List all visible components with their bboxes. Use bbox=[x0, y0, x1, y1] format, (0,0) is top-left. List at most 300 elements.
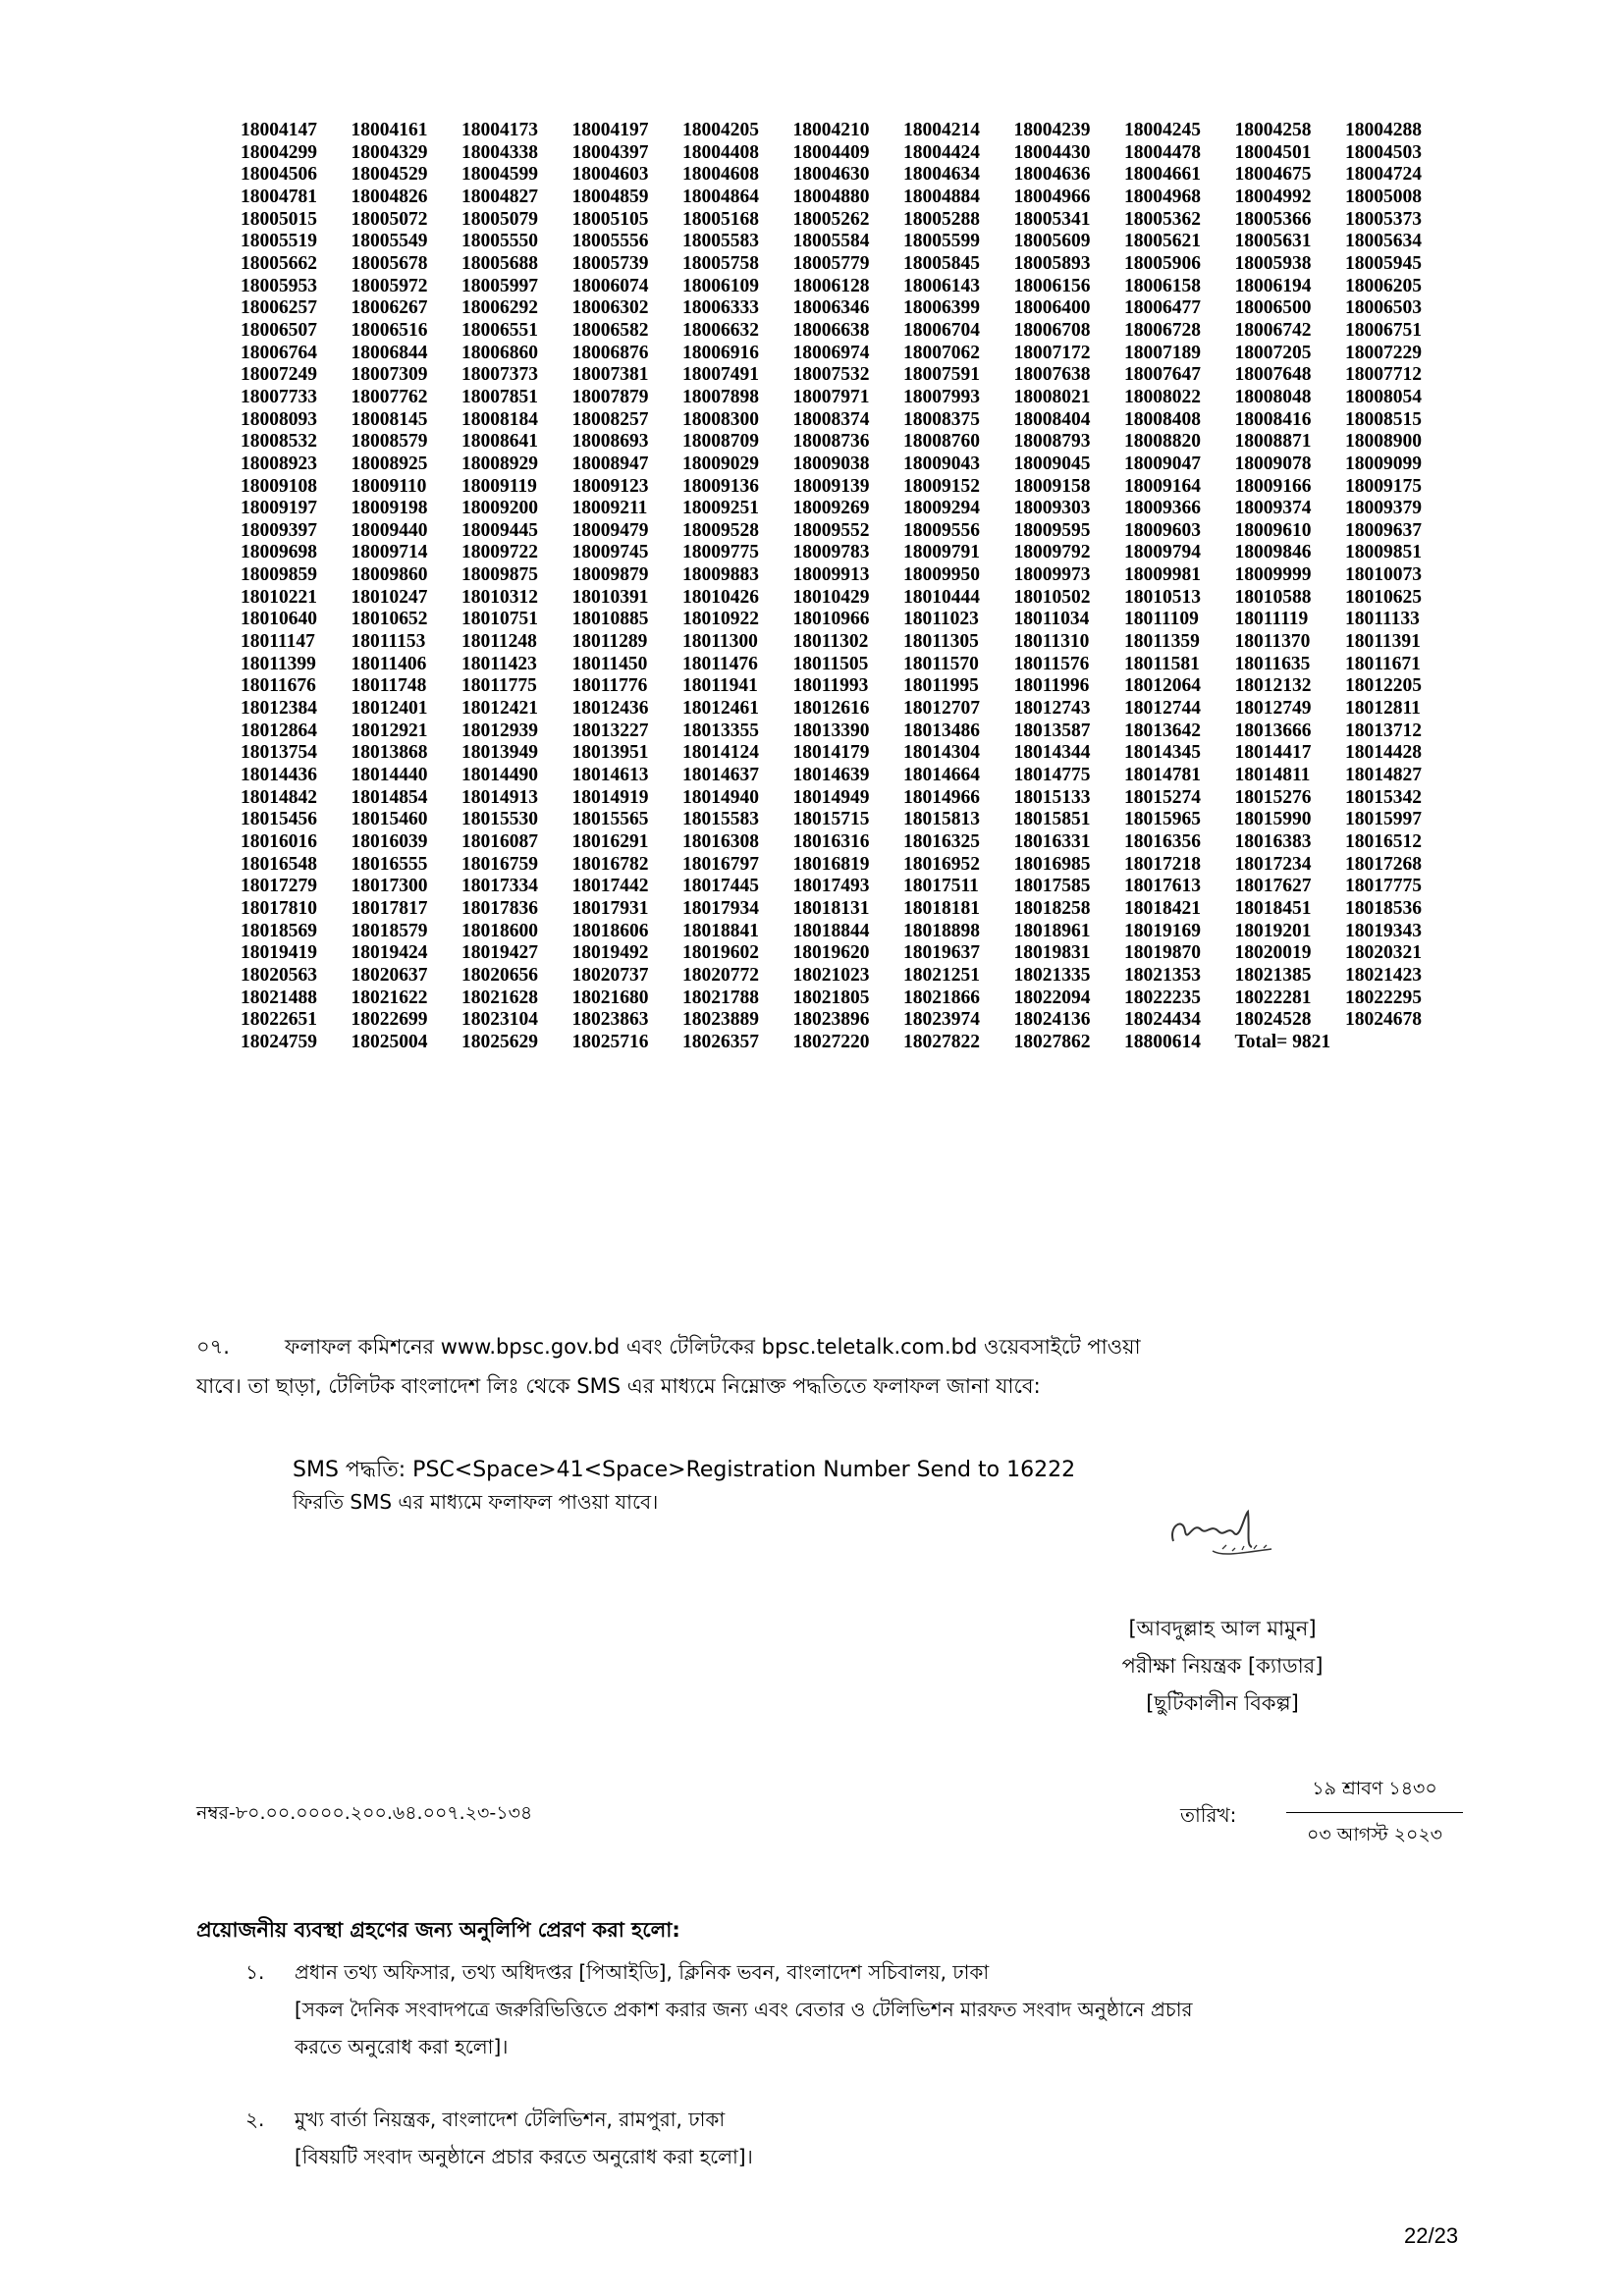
registration-number: 18004636 bbox=[1013, 164, 1091, 186]
registration-number: 18008929 bbox=[461, 453, 538, 474]
registration-number: 18012921 bbox=[351, 720, 428, 741]
registration-number: 18015565 bbox=[571, 809, 649, 830]
registration-number: 18016819 bbox=[792, 853, 870, 875]
registration-number: 18011248 bbox=[461, 631, 537, 653]
registration-row bbox=[241, 364, 1458, 387]
registration-number: 18008736 bbox=[792, 431, 870, 453]
registration-number: 18021423 bbox=[1345, 964, 1422, 986]
registration-number: 18015813 bbox=[903, 809, 980, 830]
registration-number: 18004864 bbox=[682, 186, 759, 207]
registration-number: 18009610 bbox=[1234, 519, 1312, 541]
registration-number: 18011023 bbox=[903, 609, 979, 630]
registration-number: 18011776 bbox=[571, 675, 648, 697]
registration-number: 18800614 bbox=[1124, 1031, 1201, 1052]
registration-number: 18017334 bbox=[461, 876, 538, 897]
registration-number: 18008021 bbox=[1013, 386, 1091, 407]
registration-row bbox=[241, 854, 1458, 877]
registration-number: 18015851 bbox=[1013, 809, 1091, 830]
registration-row bbox=[241, 765, 1458, 787]
registration-number: 18007532 bbox=[792, 364, 870, 386]
registration-number: 18007993 bbox=[903, 386, 980, 407]
signatory-note: [ছুটিকালীন বিকল্প] bbox=[1146, 1691, 1299, 1715]
paragraph-line-2: যাবে। তা ছাড়া, টেলিটক বাংলাদেশ লিঃ থেকে SMS এর মাধ্যমে নিম্নোক্ত পদ্ধতিতে ফলাফল জানা যাবে: bbox=[196, 1374, 1041, 1398]
registration-number: 18007733 bbox=[241, 386, 317, 407]
registration-number: 18016797 bbox=[682, 853, 759, 875]
registration-number: 18008257 bbox=[571, 408, 649, 430]
registration-number: 18008820 bbox=[1124, 431, 1201, 453]
registration-number: 18014490 bbox=[461, 765, 538, 786]
registration-number: 18007712 bbox=[1345, 364, 1422, 386]
registration-number: 18008871 bbox=[1234, 431, 1312, 453]
registration-number: 18005893 bbox=[1013, 252, 1091, 274]
handwritten-signature bbox=[1163, 1502, 1281, 1571]
registration-number: 18006156 bbox=[1013, 275, 1091, 296]
registration-row bbox=[241, 187, 1458, 209]
registration-number: 18004478 bbox=[1124, 141, 1201, 163]
registration-number: 18006704 bbox=[903, 319, 980, 341]
registration-number: 18011748 bbox=[351, 675, 427, 697]
registration-number: 18013666 bbox=[1234, 720, 1312, 741]
registration-number: 18004173 bbox=[461, 120, 538, 140]
registration-number: 18007591 bbox=[903, 364, 980, 386]
registration-number: 18006516 bbox=[351, 319, 428, 341]
registration-number: 18014854 bbox=[351, 786, 428, 808]
registration-number: 18010444 bbox=[903, 586, 980, 608]
registration-number: 18005583 bbox=[682, 231, 759, 252]
registration-number: 18017810 bbox=[241, 897, 317, 919]
registration-number: 18005634 bbox=[1345, 231, 1422, 252]
registration-number: 18006860 bbox=[461, 342, 538, 363]
registration-row bbox=[241, 988, 1458, 1010]
registration-row bbox=[241, 1009, 1458, 1032]
registration-number: 18005678 bbox=[351, 252, 428, 274]
registration-number: 18009883 bbox=[682, 564, 759, 586]
registration-row bbox=[241, 120, 1458, 142]
registration-row bbox=[241, 876, 1458, 898]
registration-number: 18007229 bbox=[1345, 342, 1422, 363]
registration-number: 18005072 bbox=[351, 208, 428, 230]
registration-number: 18009175 bbox=[1345, 475, 1422, 497]
sms-instructions bbox=[293, 1455, 1075, 1518]
registration-number: 18008925 bbox=[351, 453, 428, 474]
registration-number: 18009045 bbox=[1013, 453, 1091, 474]
registration-number: 18006292 bbox=[461, 297, 538, 319]
registration-number: 18022094 bbox=[1013, 987, 1091, 1008]
registration-number: 18004630 bbox=[792, 164, 870, 186]
registration-number: 18015990 bbox=[1234, 809, 1312, 830]
registration-number: 18009859 bbox=[241, 564, 317, 586]
registration-number: 18004205 bbox=[682, 120, 759, 140]
registration-number: 18019602 bbox=[682, 942, 759, 964]
registration-number: 18021353 bbox=[1124, 964, 1201, 986]
registration-number: 18026357 bbox=[682, 1031, 759, 1052]
registration-number: 18009595 bbox=[1013, 519, 1091, 541]
registration-number: 18005945 bbox=[1345, 252, 1422, 274]
registration-number: 18010391 bbox=[571, 586, 649, 608]
registration-number: 18016039 bbox=[351, 831, 428, 852]
registration-number: 18004501 bbox=[1234, 141, 1312, 163]
registration-number: 18020737 bbox=[571, 964, 649, 986]
registration-number: 18007879 bbox=[571, 386, 649, 407]
registration-row bbox=[241, 742, 1458, 765]
registration-number: 18006333 bbox=[682, 297, 759, 319]
registration-number: 18007309 bbox=[351, 364, 428, 386]
registration-number: 18021628 bbox=[461, 987, 538, 1008]
registration-number: 18022235 bbox=[1124, 987, 1201, 1008]
registration-number: 18009366 bbox=[1124, 498, 1201, 519]
registration-number: 18016952 bbox=[903, 853, 980, 875]
registration-number: 18014428 bbox=[1345, 742, 1422, 764]
registration-number: 18018841 bbox=[682, 920, 759, 941]
registration-number: 18004503 bbox=[1345, 141, 1422, 163]
registration-number: 18007638 bbox=[1013, 364, 1091, 386]
registration-number: 18005758 bbox=[682, 252, 759, 274]
registration-number: 18023863 bbox=[571, 1009, 649, 1031]
registration-number: 18004884 bbox=[903, 186, 980, 207]
registration-row bbox=[241, 787, 1458, 810]
registration-number: 18014811 bbox=[1234, 765, 1311, 786]
registration-number: 18004210 bbox=[792, 120, 870, 140]
registration-number: 18006507 bbox=[241, 319, 317, 341]
registration-number: 18004147 bbox=[241, 120, 317, 140]
registration-number: 18005366 bbox=[1234, 208, 1312, 230]
registration-number: 18017817 bbox=[351, 897, 428, 919]
registration-number: 18020772 bbox=[682, 964, 759, 986]
registration-number: 18007205 bbox=[1234, 342, 1312, 363]
registration-number: 18006399 bbox=[903, 297, 980, 319]
registration-number: 18012421 bbox=[461, 698, 538, 720]
registration-number: 18012744 bbox=[1124, 698, 1201, 720]
registration-number: 18007648 bbox=[1234, 364, 1312, 386]
registration-number: 18017445 bbox=[682, 876, 759, 897]
registration-number: 18011034 bbox=[1013, 609, 1090, 630]
registration-number: 18014919 bbox=[571, 786, 649, 808]
copy-item-2 bbox=[236, 2101, 1473, 2175]
registration-number: 18016325 bbox=[903, 831, 980, 852]
registration-number: 18017268 bbox=[1345, 853, 1422, 875]
registration-number: 18004599 bbox=[461, 164, 538, 186]
registration-number: 18016383 bbox=[1234, 831, 1312, 852]
registration-number: 18011305 bbox=[903, 631, 979, 653]
registration-number: 18015274 bbox=[1124, 786, 1201, 808]
registration-number: 18004338 bbox=[461, 141, 538, 163]
registration-number: 18004608 bbox=[682, 164, 759, 186]
registration-number: 18021488 bbox=[241, 987, 317, 1008]
registration-number: 18008375 bbox=[903, 408, 980, 430]
registration-number: 18006551 bbox=[461, 319, 538, 341]
registration-number: 18008793 bbox=[1013, 431, 1091, 453]
registration-number: 18012064 bbox=[1124, 675, 1201, 697]
sms-reply-note: ফিরতি SMS এর মাধ্যমে ফলাফল পাওয়া যাবে। bbox=[293, 1490, 659, 1514]
registration-number: 18011302 bbox=[792, 631, 869, 653]
registration-number: 18008300 bbox=[682, 408, 759, 430]
registration-row bbox=[241, 609, 1458, 631]
registration-number: 18017613 bbox=[1124, 876, 1201, 897]
registration-number: 18009158 bbox=[1013, 475, 1091, 497]
registration-number: 18006267 bbox=[351, 297, 428, 319]
registration-number: 18009875 bbox=[461, 564, 538, 586]
registration-number: 18006158 bbox=[1124, 275, 1201, 296]
registration-row bbox=[241, 253, 1458, 276]
registration-number: 18019637 bbox=[903, 942, 980, 964]
registration-number: 18009136 bbox=[682, 475, 759, 497]
registration-number: 18009119 bbox=[461, 475, 537, 497]
registration-number: 18009110 bbox=[351, 475, 427, 497]
registration-row bbox=[241, 809, 1458, 831]
registration-number: 18023104 bbox=[461, 1009, 538, 1031]
registration-number: 18008054 bbox=[1345, 386, 1422, 407]
registration-row bbox=[241, 409, 1458, 432]
registration-number: 18009999 bbox=[1234, 564, 1312, 586]
registration-number: 18024528 bbox=[1234, 1009, 1312, 1031]
registration-number: 18012864 bbox=[241, 720, 317, 741]
registration-number: 18005739 bbox=[571, 252, 649, 274]
registration-row bbox=[241, 698, 1458, 721]
registration-number: 18006632 bbox=[682, 319, 759, 341]
registration-number: 18021866 bbox=[903, 987, 980, 1008]
registration-number: 18005953 bbox=[241, 275, 317, 296]
registration-number: 18011289 bbox=[571, 631, 648, 653]
registration-number: 18017934 bbox=[682, 897, 759, 919]
registration-number: 18006205 bbox=[1345, 275, 1422, 296]
registration-number: 18021788 bbox=[682, 987, 759, 1008]
registration-number: 18010247 bbox=[351, 586, 428, 608]
registration-number: 18006128 bbox=[792, 275, 870, 296]
registration-number: 18014940 bbox=[682, 786, 759, 808]
registration-number: 18021680 bbox=[571, 987, 649, 1008]
registration-number: 18008900 bbox=[1345, 431, 1422, 453]
registration-number: 18005662 bbox=[241, 252, 317, 274]
copy-line: মুখ্য বার্তা নিয়ন্ত্রক, বাংলাদেশ টেলিভিশন, রামপুরা, ঢাকা bbox=[295, 2108, 726, 2131]
registration-number: 18009397 bbox=[241, 519, 317, 541]
registration-number: 18017627 bbox=[1234, 876, 1312, 897]
registration-number: 18007647 bbox=[1124, 364, 1201, 386]
registration-number: 18021385 bbox=[1234, 964, 1312, 986]
registration-number: 18005373 bbox=[1345, 208, 1422, 230]
registration-number: 18014949 bbox=[792, 786, 870, 808]
registration-number: 18011993 bbox=[792, 675, 869, 697]
registration-number: 18016291 bbox=[571, 831, 649, 852]
registration-number: 18017300 bbox=[351, 876, 428, 897]
registration-number: 18009637 bbox=[1345, 519, 1422, 541]
registration-number: 18016512 bbox=[1345, 831, 1422, 852]
registration-row bbox=[241, 965, 1458, 988]
registration-number: 18014827 bbox=[1345, 765, 1422, 786]
registration-number: 18009251 bbox=[682, 498, 759, 519]
page-number: 22/23 bbox=[1404, 2223, 1459, 2248]
registration-number: 18014842 bbox=[241, 786, 317, 808]
registration-number: 18009552 bbox=[792, 519, 870, 541]
registration-number: 18018898 bbox=[903, 920, 980, 941]
registration-number: 18013355 bbox=[682, 720, 759, 741]
registration-number: 18013712 bbox=[1345, 720, 1422, 741]
registration-number: 18006477 bbox=[1124, 297, 1201, 319]
registration-number: 18008184 bbox=[461, 408, 538, 430]
registration-number: 18009374 bbox=[1234, 498, 1312, 519]
registration-number: 18006764 bbox=[241, 342, 317, 363]
registration-number: 18004827 bbox=[461, 186, 538, 207]
registration-number: 18009775 bbox=[682, 542, 759, 563]
registration-row bbox=[241, 831, 1458, 854]
registration-number: 18009528 bbox=[682, 519, 759, 541]
registration-number: 18009791 bbox=[903, 542, 980, 563]
registration-number: 18012436 bbox=[571, 698, 649, 720]
registration-number: 18006194 bbox=[1234, 275, 1312, 296]
registration-row bbox=[241, 164, 1458, 187]
copy-line: প্রধান তথ্য অফিসার, তথ্য অধিদপ্তর [পিআইডি], ক্লিনিক ভবন, বাংলাদেশ সচিবালয়, ঢাকা bbox=[295, 1960, 990, 1984]
registration-number: 18004424 bbox=[903, 141, 980, 163]
registration-number: 18013227 bbox=[571, 720, 649, 741]
registration-number: 18009792 bbox=[1013, 542, 1091, 563]
registration-number: 18009043 bbox=[903, 453, 980, 474]
registration-number: 18004859 bbox=[571, 186, 649, 207]
registration-number: 18007898 bbox=[682, 386, 759, 407]
registration-number: 18005008 bbox=[1345, 186, 1422, 207]
registration-number: 18022699 bbox=[351, 1009, 428, 1031]
registration-number: 18010073 bbox=[1345, 564, 1422, 586]
registration-number: 18011370 bbox=[1234, 631, 1311, 653]
registration-number: 18018181 bbox=[903, 897, 980, 919]
registration-number: 18011570 bbox=[903, 653, 979, 674]
registration-number: 18015583 bbox=[682, 809, 759, 830]
registration-number: 18005519 bbox=[241, 231, 317, 252]
registration-number: 18011450 bbox=[571, 653, 648, 674]
registration-number: 18009198 bbox=[351, 498, 428, 519]
registration-number: 18013868 bbox=[351, 742, 428, 764]
registration-number: 18019831 bbox=[1013, 942, 1091, 964]
registration-number: 18004161 bbox=[351, 120, 428, 140]
signatory-block bbox=[1041, 1610, 1404, 1722]
registration-number: 18018844 bbox=[792, 920, 870, 941]
registration-number: 18019424 bbox=[351, 942, 428, 964]
registration-number: 18009166 bbox=[1234, 475, 1312, 497]
registration-number: 18005972 bbox=[351, 275, 428, 296]
registration-number: 18009714 bbox=[351, 542, 428, 563]
registration-number: 18005362 bbox=[1124, 208, 1201, 230]
registration-number: 18009556 bbox=[903, 519, 980, 541]
registration-number: 18004968 bbox=[1124, 186, 1201, 207]
registration-number: 18010502 bbox=[1013, 586, 1091, 608]
registration-number: 18009879 bbox=[571, 564, 649, 586]
date-bangla: ১৯ শ্রাবণ ১৪৩০ bbox=[1286, 1775, 1463, 1813]
registration-number: 18004826 bbox=[351, 186, 428, 207]
registration-number: 18009698 bbox=[241, 542, 317, 563]
registration-row bbox=[241, 921, 1458, 943]
registration-number: 18019201 bbox=[1234, 920, 1312, 941]
registration-number: 18019870 bbox=[1124, 942, 1201, 964]
registration-number: 18006974 bbox=[792, 342, 870, 363]
registration-row bbox=[241, 320, 1458, 343]
registration-number: 18004634 bbox=[903, 164, 980, 186]
registration-number: 18016316 bbox=[792, 831, 870, 852]
registration-number: 18004661 bbox=[1124, 164, 1201, 186]
registration-row bbox=[241, 520, 1458, 543]
registration-number: 18009303 bbox=[1013, 498, 1091, 519]
registration-number: 18004529 bbox=[351, 164, 428, 186]
registration-number: 18025629 bbox=[461, 1031, 538, 1052]
date-block bbox=[1286, 1775, 1463, 1852]
registration-number: 18009269 bbox=[792, 498, 870, 519]
registration-number: 18019343 bbox=[1345, 920, 1422, 941]
registration-number: 18010652 bbox=[351, 609, 428, 630]
registration-number: 18008693 bbox=[571, 431, 649, 453]
registration-number: 18009139 bbox=[792, 475, 870, 497]
registration-number: 18008709 bbox=[682, 431, 759, 453]
registration-number: 18006876 bbox=[571, 342, 649, 363]
registration-number: 18010221 bbox=[241, 586, 317, 608]
registration-number: 18014179 bbox=[792, 742, 870, 764]
date-english: ০৩ আগস্ট ২০২৩ bbox=[1306, 1824, 1443, 1845]
registration-number: 18021023 bbox=[792, 964, 870, 986]
registration-number: 18004329 bbox=[351, 141, 428, 163]
registration-number: 18018961 bbox=[1013, 920, 1091, 941]
registration-number: 18017493 bbox=[792, 876, 870, 897]
registration-row bbox=[241, 587, 1458, 610]
registration-number: 18025004 bbox=[351, 1031, 428, 1052]
paragraph-number: ০৭. bbox=[196, 1335, 230, 1359]
registration-number: 18019427 bbox=[461, 942, 538, 964]
registration-number: 18015530 bbox=[461, 809, 538, 830]
registration-number: 18014966 bbox=[903, 786, 980, 808]
registration-number: 18017218 bbox=[1124, 853, 1201, 875]
registration-number: 18008374 bbox=[792, 408, 870, 430]
registration-number: 18009950 bbox=[903, 564, 980, 586]
registration-row bbox=[241, 898, 1458, 921]
registration-number: 18017511 bbox=[903, 876, 979, 897]
registration-number-list bbox=[241, 120, 1458, 1054]
registration-number: 18010640 bbox=[241, 609, 317, 630]
registration-number: 18014664 bbox=[903, 765, 980, 786]
registration-number: 18017442 bbox=[571, 876, 649, 897]
registration-number: 18011423 bbox=[461, 653, 537, 674]
registration-number: 18011399 bbox=[241, 653, 316, 674]
paragraph-text-1: ফলাফল কমিশনের www.bpsc.gov.bd এবং টেলিটকের bpsc.teletalk.com.bd ওয়েবসাইটে পাওয়া bbox=[285, 1335, 1141, 1359]
registration-number: 18007851 bbox=[461, 386, 538, 407]
registration-row bbox=[241, 343, 1458, 365]
registration-number: 18020656 bbox=[461, 964, 538, 986]
registration-number: 18017836 bbox=[461, 897, 538, 919]
registration-number: 18006582 bbox=[571, 319, 649, 341]
registration-row bbox=[241, 675, 1458, 698]
registration-number: 18014417 bbox=[1234, 742, 1312, 764]
registration-number: 18017279 bbox=[241, 876, 317, 897]
registration-number: 18012205 bbox=[1345, 675, 1422, 697]
registration-number: 18004197 bbox=[571, 120, 649, 140]
registration-number: 18009099 bbox=[1345, 453, 1422, 474]
registration-number: 18007172 bbox=[1013, 342, 1091, 363]
registration-number: 18011119 bbox=[1234, 609, 1309, 630]
registration-number: 18012384 bbox=[241, 698, 317, 720]
copy-line: [বিষয়টি সংবাদ অনুষ্ঠানে প্রচার করতে অনুরোধ করা হলো]। bbox=[295, 2145, 753, 2168]
registration-number: 18017775 bbox=[1345, 876, 1422, 897]
registration-number: 18024434 bbox=[1124, 1009, 1201, 1031]
registration-number: 18006844 bbox=[351, 342, 428, 363]
registration-number: 18009211 bbox=[571, 498, 648, 519]
registration-number: 18018451 bbox=[1234, 897, 1312, 919]
registration-row bbox=[241, 387, 1458, 409]
registration-row bbox=[241, 431, 1458, 454]
registration-number: 18019620 bbox=[792, 942, 870, 964]
registration-number: 18016555 bbox=[351, 853, 428, 875]
registration-number: 18005906 bbox=[1124, 252, 1201, 274]
registration-number: 18005631 bbox=[1234, 231, 1312, 252]
registration-row bbox=[241, 209, 1458, 232]
registration-number: 18009745 bbox=[571, 542, 649, 563]
registration-number: 18005015 bbox=[241, 208, 317, 230]
registration-number: 18006302 bbox=[571, 297, 649, 319]
registration-number: 18006500 bbox=[1234, 297, 1312, 319]
registration-number: 18014613 bbox=[571, 765, 649, 786]
